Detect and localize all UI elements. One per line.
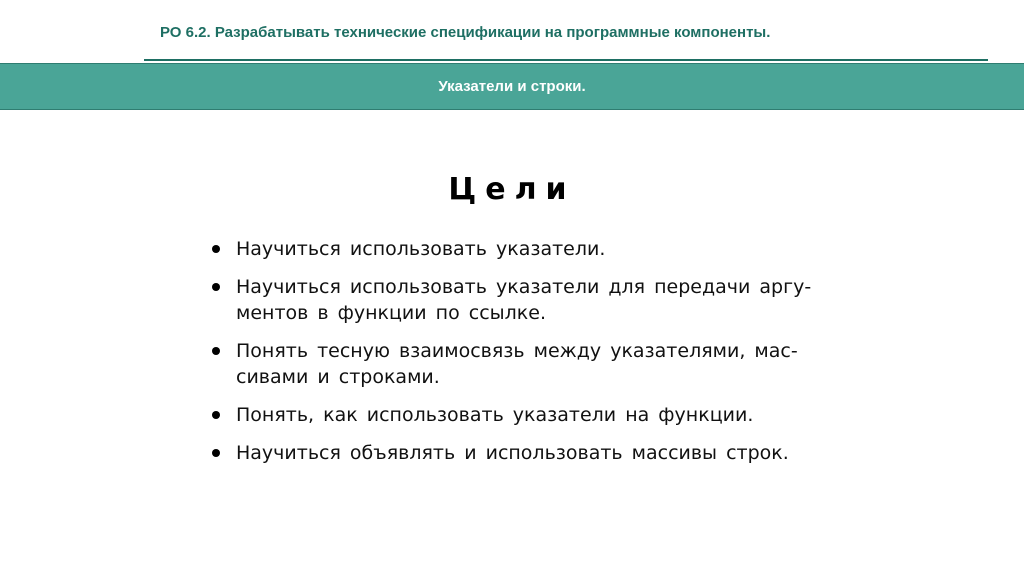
list-item-text: сивами и строками. bbox=[236, 366, 440, 388]
section-banner bbox=[0, 63, 1024, 110]
list-item-text: ментов в функции по ссылке. bbox=[236, 302, 546, 324]
list-item-text: Научиться использовать указатели. bbox=[236, 238, 606, 260]
bullet-icon bbox=[212, 283, 220, 291]
list-item bbox=[210, 236, 850, 262]
bullet-icon bbox=[212, 347, 220, 355]
goals-list bbox=[210, 236, 850, 478]
banner-text: Указатели и строки. bbox=[438, 78, 586, 95]
header-divider bbox=[144, 59, 988, 61]
bullet-icon bbox=[212, 411, 220, 419]
list-item-text: Научиться использовать указатели для передачи аргу- bbox=[236, 276, 812, 298]
bullet-icon bbox=[212, 245, 220, 253]
list-item bbox=[210, 338, 850, 390]
list-item-text: Понять, как использовать указатели на функции. bbox=[236, 404, 754, 426]
list-item-text: Понять тесную взаимосвязь между указателями, мас- bbox=[236, 340, 798, 362]
bullet-icon bbox=[212, 449, 220, 457]
list-item-text: Научиться объявлять и использовать массивы строк. bbox=[236, 442, 789, 464]
list-item bbox=[210, 274, 850, 326]
list-item bbox=[210, 402, 850, 428]
slide-header-title: РО 6.2. Разрабатывать технические спецификации на программные компоненты. bbox=[160, 24, 771, 41]
goals-heading: Цели bbox=[448, 172, 576, 207]
list-item bbox=[210, 440, 850, 466]
